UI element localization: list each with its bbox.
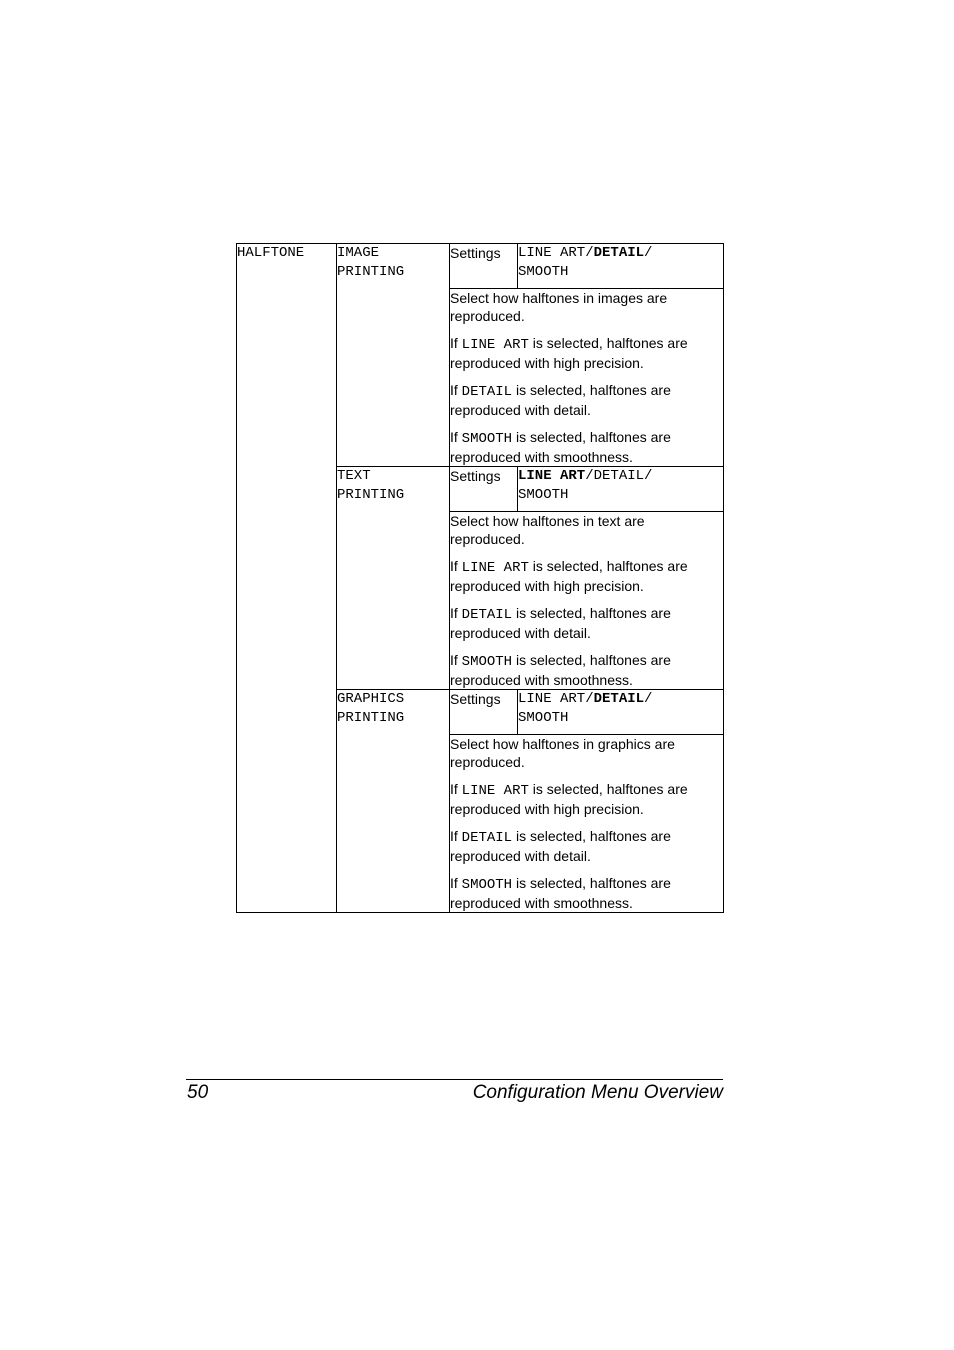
settings-options-cell xyxy=(518,690,724,735)
keyword-line-art: LINE ART xyxy=(461,783,529,799)
footer-divider xyxy=(186,1079,723,1080)
keyword-line-art: LINE ART xyxy=(461,560,529,576)
settings-label-cell xyxy=(450,467,518,512)
option-separator: / xyxy=(644,468,653,484)
option-separator: / xyxy=(585,691,594,707)
menu-item-cell xyxy=(337,244,450,467)
option-separator: / xyxy=(585,245,594,261)
menu-item-cell xyxy=(337,690,450,913)
description-intro: Select how halftones in images are reproduced. xyxy=(450,290,668,324)
description-detail: If DETAIL is selected, halftones are reproduced with detail. xyxy=(450,605,671,641)
option-detail-default: DETAIL xyxy=(593,245,645,261)
description-cell xyxy=(450,289,724,467)
settings-options-cell xyxy=(518,467,724,512)
settings-label: Settings xyxy=(450,245,501,261)
section-title: Configuration Menu Overview xyxy=(472,1082,723,1103)
menu-group-label: HALFTONE xyxy=(237,245,305,261)
option-line-art: LINE ART xyxy=(518,245,586,261)
option-separator: / xyxy=(644,691,653,707)
keyword-smooth: SMOOTH xyxy=(461,877,513,893)
option-detail-default: DETAIL xyxy=(593,691,645,707)
menu-item-name: GRAPHICS xyxy=(337,691,405,707)
description-line-art: If LINE ART is selected, halftones are reproduced with high precision. xyxy=(450,781,688,817)
menu-group-cell xyxy=(237,244,337,913)
page-number: 50 xyxy=(187,1082,209,1103)
description-smooth: If SMOOTH is selected, halftones are reproduced with smoothness. xyxy=(450,652,671,688)
description-detail: If DETAIL is selected, halftones are reproduced with detail. xyxy=(450,828,671,864)
description-detail: If DETAIL is selected, halftones are reproduced with detail. xyxy=(450,382,671,418)
menu-item-name: PRINTING xyxy=(337,710,405,726)
keyword-line-art: LINE ART xyxy=(461,337,529,353)
halftone-menu-table xyxy=(236,243,724,913)
settings-label-cell xyxy=(450,244,518,289)
keyword-detail: DETAIL xyxy=(461,384,513,400)
keyword-detail: DETAIL xyxy=(461,830,513,846)
option-smooth: SMOOTH xyxy=(518,264,569,280)
menu-item-name: PRINTING xyxy=(337,264,405,280)
description-cell xyxy=(450,735,724,913)
option-line-art-default: LINE ART xyxy=(518,468,586,484)
option-separator: / xyxy=(585,468,594,484)
option-detail: DETAIL xyxy=(593,468,645,484)
description-intro: Select how halftones in graphics are reproduced. xyxy=(450,736,675,770)
keyword-detail: DETAIL xyxy=(461,607,513,623)
menu-item-name: PRINTING xyxy=(337,487,405,503)
keyword-smooth: SMOOTH xyxy=(461,654,513,670)
option-separator: / xyxy=(644,245,653,261)
description-line-art: If LINE ART is selected, halftones are reproduced with high precision. xyxy=(450,558,688,594)
description-intro: Select how halftones in text are reproduced. xyxy=(450,513,645,547)
option-line-art: LINE ART xyxy=(518,691,586,707)
settings-options-cell xyxy=(518,244,724,289)
keyword-smooth: SMOOTH xyxy=(461,431,513,447)
description-smooth: If SMOOTH is selected, halftones are reproduced with smoothness. xyxy=(450,875,671,911)
option-smooth: SMOOTH xyxy=(518,710,569,726)
description-line-art: If LINE ART is selected, halftones are reproduced with high precision. xyxy=(450,335,688,371)
menu-item-cell xyxy=(337,467,450,690)
table-row xyxy=(237,244,724,289)
option-smooth: SMOOTH xyxy=(518,487,569,503)
menu-item-name: TEXT xyxy=(337,468,371,484)
description-cell xyxy=(450,512,724,690)
description-smooth: If SMOOTH is selected, halftones are reproduced with smoothness. xyxy=(450,429,671,465)
settings-label: Settings xyxy=(450,691,501,707)
settings-label: Settings xyxy=(450,468,501,484)
settings-label-cell xyxy=(450,690,518,735)
menu-item-name: IMAGE xyxy=(337,245,380,261)
